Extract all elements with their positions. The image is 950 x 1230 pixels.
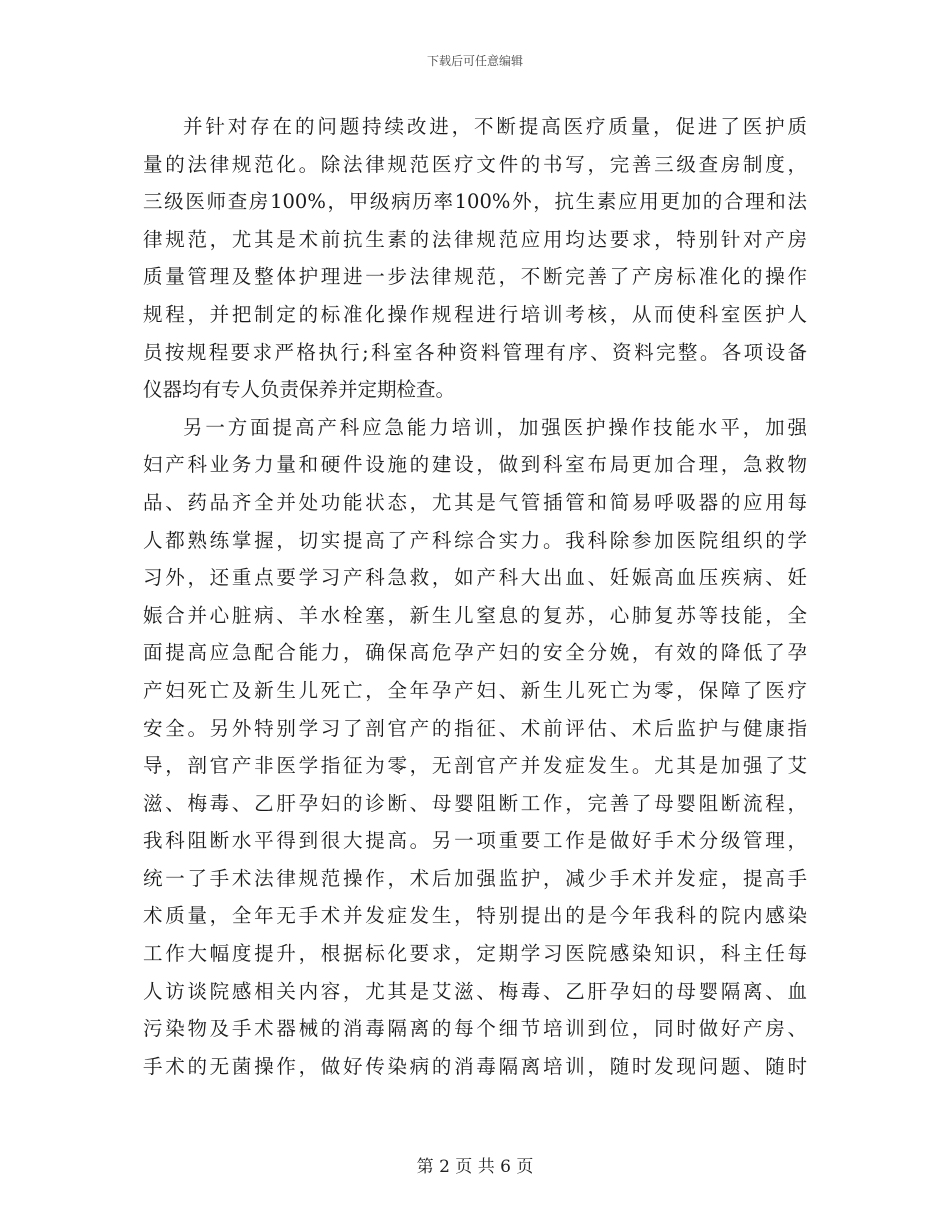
text-line: 统一了手术法律规范操作，术后加强监护，减少手术并发症，提高手 bbox=[143, 866, 807, 890]
text-line: 妇产科业务力量和硬件设施的建设，做到科室布局更加合理，急救物 bbox=[143, 453, 807, 477]
text-line: 污染物及手术器械的消毒隔离的每个细节培训到位，同时做好产房、 bbox=[143, 1017, 807, 1041]
text-line: 手术的无菌操作，做好传染病的消毒隔离培训，随时发现问题、随时 bbox=[143, 1054, 807, 1078]
document-body bbox=[143, 108, 807, 1085]
text-line: 并针对存在的问题持续改进，不断提高医疗质量，促进了医护质 bbox=[183, 115, 807, 138]
text-line: 另一方面提高产科应急能力培训，加强医护操作技能水平，加强 bbox=[183, 415, 807, 439]
text-line: 人访谈院感相关内容，尤其是艾滋、梅毒、乙肝孕妇的母婴隔离、血 bbox=[143, 979, 807, 1003]
text-line: 导，剖官产非医学指征为零，无剖官产并发症发生。尤其是加强了艾 bbox=[143, 754, 807, 778]
text-line: 量的法律规范化。除法律规范医疗文件的书写，完善三级查房制度， bbox=[143, 152, 807, 176]
page-header: 下载后可任意编辑 bbox=[426, 54, 523, 68]
text-line: 产妇死亡及新生儿死亡，全年孕产妇、新生儿死亡为零，保障了医疗 bbox=[143, 678, 807, 702]
text-line: 员按规程要求严格执行;科室各种资料管理有序、资料完整。各项设备 bbox=[143, 340, 807, 364]
text-line: 娠合并心脏病、羊水栓塞，新生儿窒息的复苏，心肺复苏等技能，全 bbox=[143, 603, 807, 627]
text-line: 面提高应急配合能力，确保高危孕产妇的安全分娩，有效的降低了孕 bbox=[143, 641, 807, 665]
text-line: 滋、梅毒、乙肝孕妇的诊断、母婴阻断工作，完善了母婴阻断流程， bbox=[143, 791, 807, 815]
text-line: 术质量，全年无手术并发症发生，特别提出的是今年我科的院内感染 bbox=[143, 904, 807, 928]
text-line: 安全。另外特别学习了剖官产的指征、术前评估、术后监护与健康指 bbox=[143, 716, 807, 740]
text-line: 工作大幅度提升，根据标化要求，定期学习医院感染知识，科主任每 bbox=[143, 942, 807, 966]
text-line: 律规范，尤其是术前抗生素的法律规范应用均达要求，特别针对产房 bbox=[143, 227, 807, 251]
text-line: 规程，并把制定的标准化操作规程进行培训考核，从而使科室医护人 bbox=[143, 302, 807, 326]
text-line: 习外，还重点要学习产科急救，如产科大出血、妊娠高血压疾病、妊 bbox=[143, 566, 807, 590]
text-line: 我科阻断水平得到很大提高。另一项重要工作是做好手术分级管理， bbox=[143, 829, 807, 853]
text-line: 品、药品齐全并处功能状态，尤其是气管插管和简易呼吸器的应用每 bbox=[143, 490, 807, 514]
text-line: 质量管理及整体护理进一步法律规范，不断完善了产房标准化的操作 bbox=[143, 265, 807, 289]
text-line: 人都熟练掌握，切实提高了产科综合实力。我科除参加医院组织的学 bbox=[143, 528, 807, 552]
text-line: 三级医师查房100%，甲级病历率100%外，抗生素应用更加的合理和法 bbox=[143, 190, 807, 214]
text-line: 仪器均有专人负责保养并定期检查。 bbox=[143, 378, 456, 402]
page-footer: 第 2 页 共 6 页 bbox=[416, 1157, 534, 1177]
